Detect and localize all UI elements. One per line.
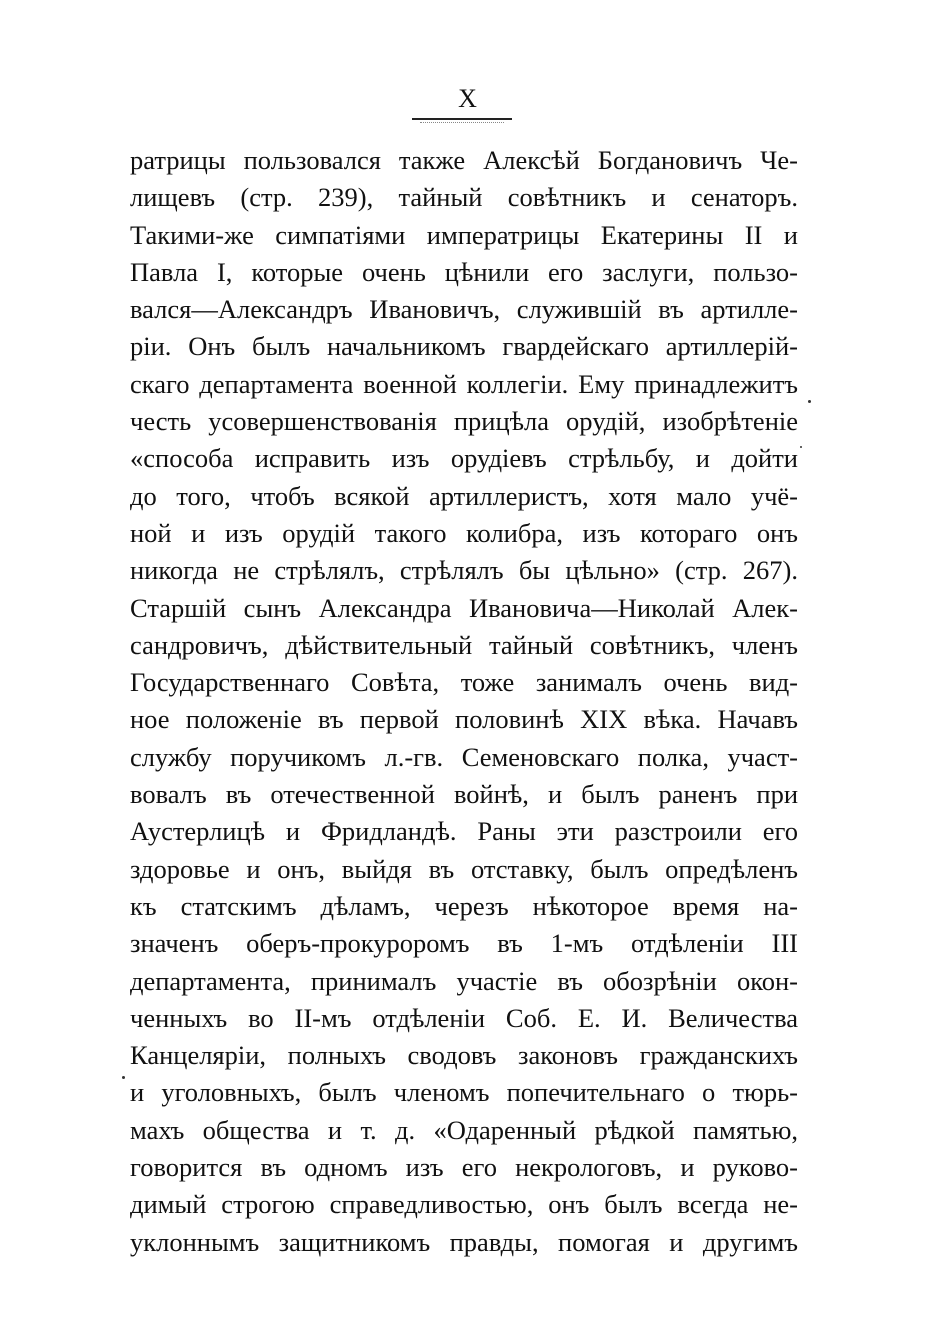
text-line: Старшій сынъ Александра Ивановича—Николай Алек- bbox=[130, 592, 798, 623]
text-line: махъ общества и т. д. «Одаренный рѣдкой памятью, bbox=[130, 1114, 798, 1145]
text-line: службу поручикомъ л.-гв. Семеновскаго полка, участ- bbox=[130, 741, 798, 772]
scan-speck bbox=[808, 400, 811, 403]
text-line: лищевъ (стр. 239), тайный совѣтникъ и сенаторъ. bbox=[130, 182, 798, 213]
text-line: и уголовныхъ, былъ членомъ попечительнаго о тюрь- bbox=[130, 1077, 798, 1108]
body-text bbox=[130, 142, 798, 1261]
text-line: Павла I, которые очень цѣнили его заслуги, пользо- bbox=[130, 256, 798, 287]
text-line: здоровье и онъ, выйдя въ отставку, былъ опредѣленъ bbox=[130, 853, 798, 884]
text-line: Аустерлицѣ и Фридландѣ. Раны эти разстроили его bbox=[130, 816, 798, 847]
text-line: ратрицы пользовался также Алексѣй Богдановичъ Че- bbox=[130, 145, 798, 175]
text-line: никогда не стрѣлялъ, стрѣлялъ бы цѣльно» (стр. 267). bbox=[130, 555, 798, 586]
text-line: вовалъ въ отечественной войнѣ, и былъ раненъ при bbox=[130, 779, 798, 810]
text-line: значенъ оберъ-прокуроромъ въ 1-мъ отдѣленіи III bbox=[130, 928, 798, 959]
text-line: къ статскимъ дѣламъ, черезъ нѣкоторое время на- bbox=[130, 890, 798, 921]
text-line: вался—Александръ Ивановичъ, служившій въ артилле- bbox=[130, 294, 798, 325]
page-number: X bbox=[458, 84, 478, 113]
text-line: ченныхъ во II-мъ отдѣленіи Соб. Е. И. Величества bbox=[130, 1002, 798, 1033]
text-line: говорится въ одномъ изъ его некрологовъ, и руково- bbox=[130, 1152, 798, 1183]
text-line: ной и изъ орудій такого колибра, изъ котораго онъ bbox=[130, 517, 798, 548]
text-line: департамента, принималъ участіе въ обозрѣніи окон- bbox=[130, 965, 798, 996]
header-rule bbox=[412, 118, 512, 120]
text-line: скаго департамента военной коллегіи. Ему принадлежитъ bbox=[130, 368, 798, 399]
text-line: сандровичъ, дѣйствительный тайный совѣтникъ, членъ bbox=[130, 629, 798, 660]
text-line: Государственнаго Совѣта, тоже занималъ очень вид- bbox=[130, 667, 798, 698]
text-line: уклоннымъ защитникомъ правды, помогая и другимъ bbox=[130, 1226, 798, 1257]
text-line: честь усовершенствованія прицѣла орудій, изобрѣтеніе bbox=[130, 406, 798, 437]
text-line: ное положеніе въ первой половинѣ XIX вѣка. Начавъ bbox=[130, 704, 798, 735]
text-line: до того, чтобъ всякой артиллеристъ, хотя мало учё- bbox=[130, 480, 798, 511]
scan-speck bbox=[800, 446, 802, 448]
text-line: димый строгою справедливостью, онъ былъ всегда не- bbox=[130, 1189, 798, 1220]
text-line: Канцеляріи, полныхъ сводовъ законовъ гражданскихъ bbox=[130, 1040, 798, 1071]
text-line: Такими-же симпатіями императрицы Екатерины II и bbox=[130, 219, 798, 250]
scan-speck bbox=[122, 1076, 125, 1079]
text-line: ріи. Онъ былъ начальникомъ гвардейскаго артиллерій- bbox=[130, 331, 798, 362]
text-line: «способа исправить изъ орудіевъ стрѣльбу, и дойти bbox=[130, 443, 798, 474]
